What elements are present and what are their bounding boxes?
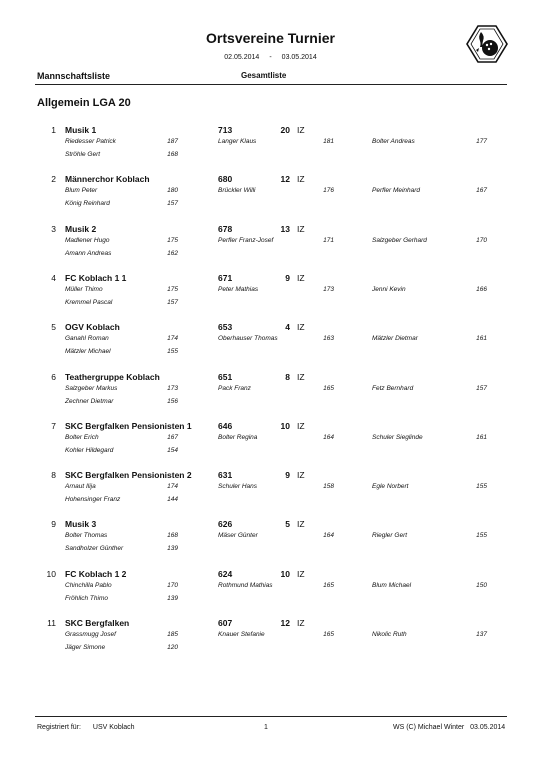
team-iz-count: 10 [280, 569, 290, 579]
player-name: Riedesser Patrick [65, 138, 116, 145]
player-name: Blum Michael [372, 582, 412, 589]
player-name: Fröhlich Thimo [65, 595, 108, 602]
player-score: 174 [167, 335, 178, 342]
player-score: 187 [167, 138, 178, 145]
team-total: 671 [218, 273, 233, 283]
team-iz-count: 10 [280, 421, 290, 431]
player-score: 177 [476, 138, 487, 145]
team-iz-label: IZ [297, 569, 305, 579]
player-score: 168 [167, 532, 178, 539]
player-score: 155 [167, 348, 178, 355]
team-entry [0, 173, 541, 221]
player-score: 180 [167, 187, 178, 194]
team-entry [0, 272, 541, 320]
team-iz-count: 9 [285, 273, 290, 283]
team-entry [0, 420, 541, 468]
player-score: 165 [323, 631, 334, 638]
player-name: Madlener Hugo [65, 237, 110, 244]
player-name: Müller Thimo [65, 286, 103, 293]
team-iz-label: IZ [297, 519, 305, 529]
team-rank: 7 [51, 421, 56, 431]
player-name: Bolter Erich [65, 434, 99, 441]
page-title: Ortsvereine Turnier [206, 30, 335, 46]
team-total: 646 [218, 421, 233, 431]
player-name: Hohensinger Franz [65, 496, 121, 503]
player-score: 155 [476, 483, 487, 490]
player-score: 176 [323, 187, 334, 194]
section-label: Mannschaftsliste [37, 71, 111, 81]
team-rank: 11 [47, 618, 56, 628]
player-name: Schuler Sieglinde [372, 434, 423, 441]
player-score: 157 [476, 385, 487, 392]
team-total: 713 [218, 125, 233, 135]
team-iz-count: 20 [280, 125, 290, 135]
player-name: Ganahl Roman [65, 335, 109, 342]
player-score: 139 [167, 545, 178, 552]
player-name: Sandholzer Günther [65, 545, 124, 552]
player-name: Bolter Thomas [65, 532, 108, 539]
player-name: Riegler Gert [372, 532, 408, 539]
team-iz-label: IZ [297, 421, 305, 431]
footer-page-number: 1 [264, 724, 268, 731]
player-score: 157 [167, 200, 178, 207]
player-score: 170 [167, 582, 178, 589]
team-name: FC Koblach 1 1 [65, 273, 127, 283]
team-name: OGV Koblach [65, 322, 120, 332]
player-score: 181 [323, 138, 334, 145]
player-score: 167 [167, 434, 178, 441]
team-name: Musik 3 [65, 519, 97, 529]
team-name: SKC Bergfalken [65, 618, 130, 628]
team-rank: 10 [46, 569, 56, 579]
player-name: Salzgeber Markus [65, 385, 118, 392]
team-iz-label: IZ [297, 273, 305, 283]
player-name: Fetz Bernhard [372, 385, 414, 392]
player-score: 165 [323, 582, 334, 589]
player-name: Zechner Dietmar [65, 398, 114, 405]
list-label: Gesamtliste [241, 71, 287, 80]
player-score: 174 [167, 483, 178, 490]
player-name: Perfler Franz-Josef [218, 237, 274, 244]
team-total: 678 [218, 224, 233, 234]
team-iz-count: 13 [280, 224, 290, 234]
date-separator: - [269, 54, 272, 61]
team-iz-label: IZ [297, 322, 305, 332]
player-score: 185 [167, 631, 178, 638]
team-rank: 9 [51, 519, 56, 529]
footer-date: 03.05.2014 [470, 724, 506, 731]
team-iz-label: IZ [297, 125, 305, 135]
team-rank: 3 [51, 224, 56, 234]
player-name: Bolter Regina [218, 434, 258, 441]
team-entry [0, 617, 541, 665]
team-rank: 5 [51, 322, 56, 332]
footer-credit [393, 724, 505, 731]
player-name: Langer Klaus [218, 138, 257, 145]
team-iz-label: IZ [297, 174, 305, 184]
team-iz-count: 12 [280, 174, 290, 184]
player-name: Rothmund Mathias [218, 582, 273, 589]
player-score: 171 [323, 237, 334, 244]
player-score: 163 [323, 335, 334, 342]
player-name: Kohler Hildegard [65, 447, 114, 454]
player-name: Mätzler Dietmar [372, 335, 418, 342]
footer-credit-text: WS (C) Michael Winter [393, 724, 465, 731]
player-name: Ströhle Gert [65, 151, 101, 158]
player-name: Schuler Hans [218, 483, 258, 490]
team-entry [0, 371, 541, 419]
player-name: Grassmugg Josef [65, 631, 116, 638]
player-score: 150 [476, 582, 487, 589]
player-score: 162 [167, 250, 178, 257]
player-score: 161 [476, 335, 487, 342]
player-score: 173 [167, 385, 178, 392]
date-from: 02.05.2014 [224, 54, 260, 61]
player-score: 165 [323, 385, 334, 392]
team-iz-label: IZ [297, 224, 305, 234]
team-entry [0, 223, 541, 271]
player-score: 164 [323, 434, 334, 441]
team-rank: 6 [51, 372, 56, 382]
team-rank: 1 [51, 125, 56, 135]
player-score: 154 [167, 447, 178, 454]
team-iz-label: IZ [297, 470, 305, 480]
team-iz-label: IZ [297, 618, 305, 628]
footer-registered-label: Registriert für: [37, 724, 81, 731]
team-total: 651 [218, 372, 233, 382]
header-divider [35, 84, 507, 85]
team-entry [0, 518, 541, 566]
player-score: 170 [476, 237, 487, 244]
date-to: 03.05.2014 [281, 54, 317, 61]
player-score: 175 [167, 286, 178, 293]
team-iz-count: 8 [285, 372, 290, 382]
player-score: 137 [476, 631, 487, 638]
player-name: Egle Norbert [372, 483, 409, 490]
player-score: 161 [476, 434, 487, 441]
team-total: 624 [218, 569, 233, 579]
team-name: Teathergruppe Koblach [65, 372, 160, 382]
player-score: 157 [167, 299, 178, 306]
team-entry [0, 124, 541, 172]
player-name: Pack Franz [218, 385, 251, 392]
team-total: 653 [218, 322, 233, 332]
player-name: König Reinhard [65, 200, 110, 207]
team-total: 680 [218, 174, 233, 184]
footer-registered [37, 724, 135, 731]
team-iz-count: 12 [280, 618, 290, 628]
team-rank: 4 [51, 273, 56, 283]
player-name: Bolter Andreas [372, 138, 415, 145]
player-name: Kremmel Pascal [65, 299, 113, 306]
player-score: 155 [476, 532, 487, 539]
footer-divider [35, 716, 507, 717]
player-score: 120 [167, 644, 178, 651]
team-entry [0, 321, 541, 369]
player-name: Jäger Simone [65, 644, 106, 651]
player-name: Oberhauser Thomas [218, 335, 278, 342]
team-name: FC Koblach 1 2 [65, 569, 127, 579]
date-range [0, 54, 541, 61]
team-name: Musik 2 [65, 224, 97, 234]
player-name: Brückler Willi [218, 187, 256, 194]
team-total: 631 [218, 470, 233, 480]
team-entry [0, 568, 541, 616]
player-score: 156 [167, 398, 178, 405]
league-title: Allgemein LGA 20 [37, 97, 131, 109]
player-name: Chinchilla Pablo [65, 582, 112, 589]
bowling-logo-icon [466, 24, 508, 64]
player-name: Peter Mathias [218, 286, 259, 293]
team-iz-count: 9 [285, 470, 290, 480]
player-name: Perfler Meinhard [372, 187, 421, 194]
player-name: Arnaut Ilija [65, 483, 96, 490]
player-name: Mätzler Michael [65, 348, 111, 355]
team-total: 607 [218, 618, 233, 628]
player-name: Mäser Günter [218, 532, 258, 539]
footer-registered-value: USV Koblach [92, 724, 135, 731]
team-name: SKC Bergfalken Pensionisten 1 [65, 421, 192, 431]
player-name: Knauer Stefanie [218, 631, 265, 638]
team-iz-count: 4 [285, 322, 290, 332]
team-entry [0, 469, 541, 517]
player-name: Salzgeber Gerhard [372, 237, 427, 244]
player-score: 175 [167, 237, 178, 244]
team-rank: 2 [51, 174, 56, 184]
player-name: Amann Andreas [65, 250, 112, 257]
player-score: 144 [167, 496, 178, 503]
team-total: 626 [218, 519, 233, 529]
player-name: Blum Peter [65, 187, 98, 194]
player-score: 167 [476, 187, 487, 194]
team-name: Männerchor Koblach [65, 174, 150, 184]
player-score: 166 [476, 286, 487, 293]
team-name: SKC Bergfalken Pensionisten 2 [65, 470, 192, 480]
player-score: 158 [323, 483, 334, 490]
team-rank: 8 [51, 470, 56, 480]
player-score: 164 [323, 532, 334, 539]
player-name: Jenni Kevin [372, 286, 406, 293]
player-score: 168 [167, 151, 178, 158]
player-score: 139 [167, 595, 178, 602]
team-iz-label: IZ [297, 372, 305, 382]
team-name: Musik 1 [65, 125, 97, 135]
player-score: 173 [323, 286, 334, 293]
team-iz-count: 5 [285, 519, 290, 529]
player-name: Nikolic Ruth [372, 631, 407, 638]
